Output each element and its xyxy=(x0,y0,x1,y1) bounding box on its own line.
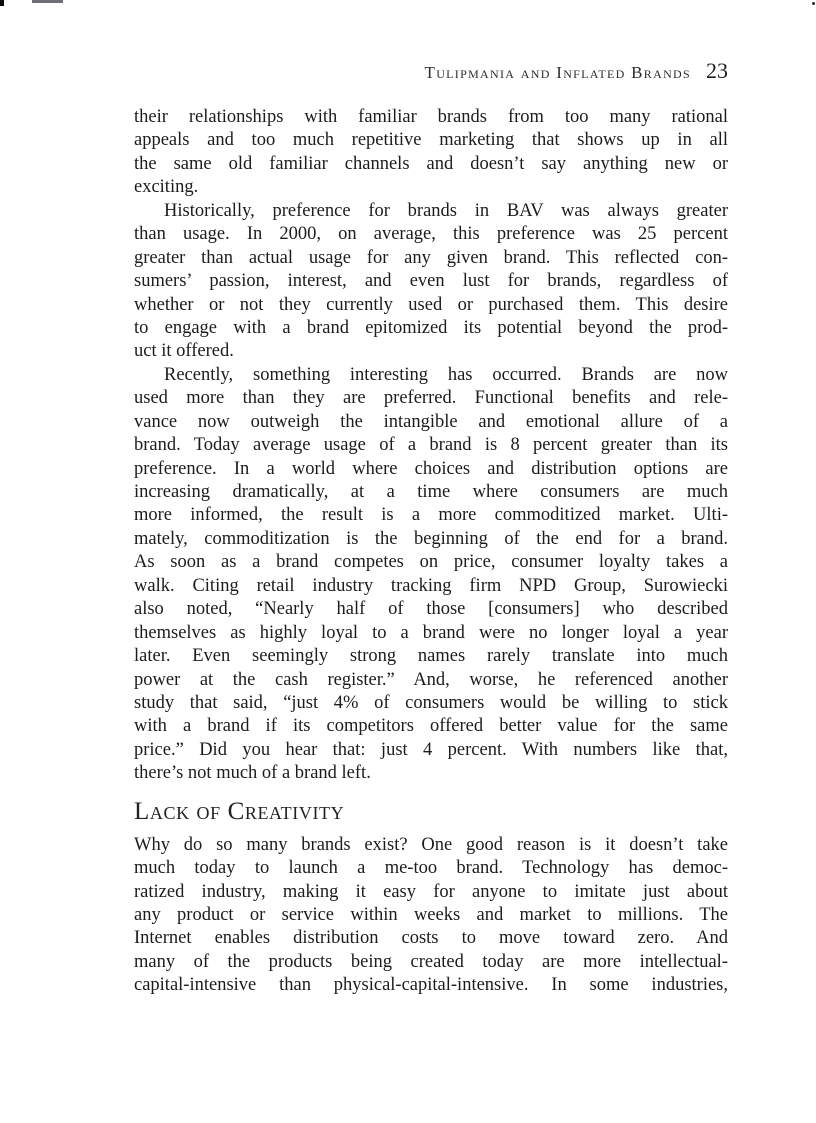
text-line: there’s not much of a brand left. xyxy=(134,763,371,784)
text-line: the same old familiar channels and doesn’t say anything new or xyxy=(134,153,728,174)
text-line: price.” Did you hear that: just 4 percent. With numbers like that, xyxy=(134,739,728,760)
paragraph xyxy=(134,106,728,200)
text-line: preference. In a world where choices and distribution options are xyxy=(134,458,728,479)
paragraph xyxy=(134,364,728,786)
text-line: walk. Citing retail industry tracking firm NPD Group, Surowiecki xyxy=(134,575,728,596)
text-line: later. Even seemingly strong names rarely translate into much xyxy=(134,646,728,667)
scan-artifact-corner-mark xyxy=(0,0,4,6)
text-line: much today to launch a me-too brand. Technology has democ- xyxy=(134,858,728,879)
text-line: used more than they are preferred. Functional benefits and rele- xyxy=(134,388,728,409)
section-heading: Lack of Creativity xyxy=(134,797,345,825)
text-line: appeals and too much repetitive marketing that shows up in all xyxy=(134,130,728,151)
text-line: vance now outweigh the intangible and emotional allure of a xyxy=(134,411,728,432)
text-line: brand. Today average usage of a brand is 8 percent greater than its xyxy=(134,435,728,456)
text-line: capital-intensive than physical-capital-intensive. In some industries, xyxy=(134,975,728,996)
text-line: many of the products being created today are more intellectual- xyxy=(134,951,728,972)
page-number: 23 xyxy=(706,58,728,83)
text-line: than usage. In 2000, on average, this preference was 25 percent xyxy=(134,224,728,245)
running-header xyxy=(134,58,728,84)
text-line: sumers’ passion, interest, and even lust for brands, regardless of xyxy=(134,271,728,292)
text-line: with a brand if its competitors offered better value for the same xyxy=(134,716,728,737)
page-body xyxy=(134,106,728,998)
text-line: study that said, “just 4% of consumers would be willing to stick xyxy=(134,692,728,713)
text-line: increasing dramatically, at a time where consumers are much xyxy=(134,482,728,502)
text-line: whether or not they currently used or purchased them. This desire xyxy=(134,294,728,315)
text-line: mately, commoditization is the beginning of the end for a brand. xyxy=(134,528,728,549)
text-line: also noted, “Nearly half of those [consumers] who described xyxy=(134,599,728,620)
paragraph xyxy=(134,200,728,364)
scan-artifact-speck xyxy=(812,2,815,5)
text-line: power at the cash register.” And, worse, he referenced another xyxy=(134,669,728,690)
text-line: more informed, the result is a more commoditized market. Ulti- xyxy=(134,505,728,526)
text-line: Why do so many brands exist? One good reason is it doesn’t take xyxy=(134,834,728,855)
text-line: any product or service within weeks and market to millions. The xyxy=(134,905,728,925)
text-line: exciting. xyxy=(134,177,199,198)
text-line: Internet enables distribution costs to move toward zero. And xyxy=(134,928,728,949)
text-line: greater than actual usage for any given brand. This reflected con- xyxy=(134,247,728,268)
text-line: their relationships with familiar brands from too many rational xyxy=(134,107,728,127)
text-line: ratized industry, making it easy for anyone to imitate just about xyxy=(134,881,728,902)
text-line: to engage with a brand epitomized its potential beyond the prod- xyxy=(134,317,728,338)
text-line: Historically, preference for brands in BAV was always greater xyxy=(164,200,728,221)
text-line: As soon as a brand competes on price, consumer loyalty takes a xyxy=(134,552,728,573)
text-line: themselves as highly loyal to a brand were no longer loyal a year xyxy=(134,622,728,643)
scan-artifact-line xyxy=(32,0,63,3)
paragraph xyxy=(134,834,728,998)
running-header-title: Tulipmania and Inflated Brands xyxy=(424,63,691,82)
text-line: Recently, something interesting has occurred. Brands are now xyxy=(164,364,728,385)
text-line: uct it offered. xyxy=(134,341,234,362)
